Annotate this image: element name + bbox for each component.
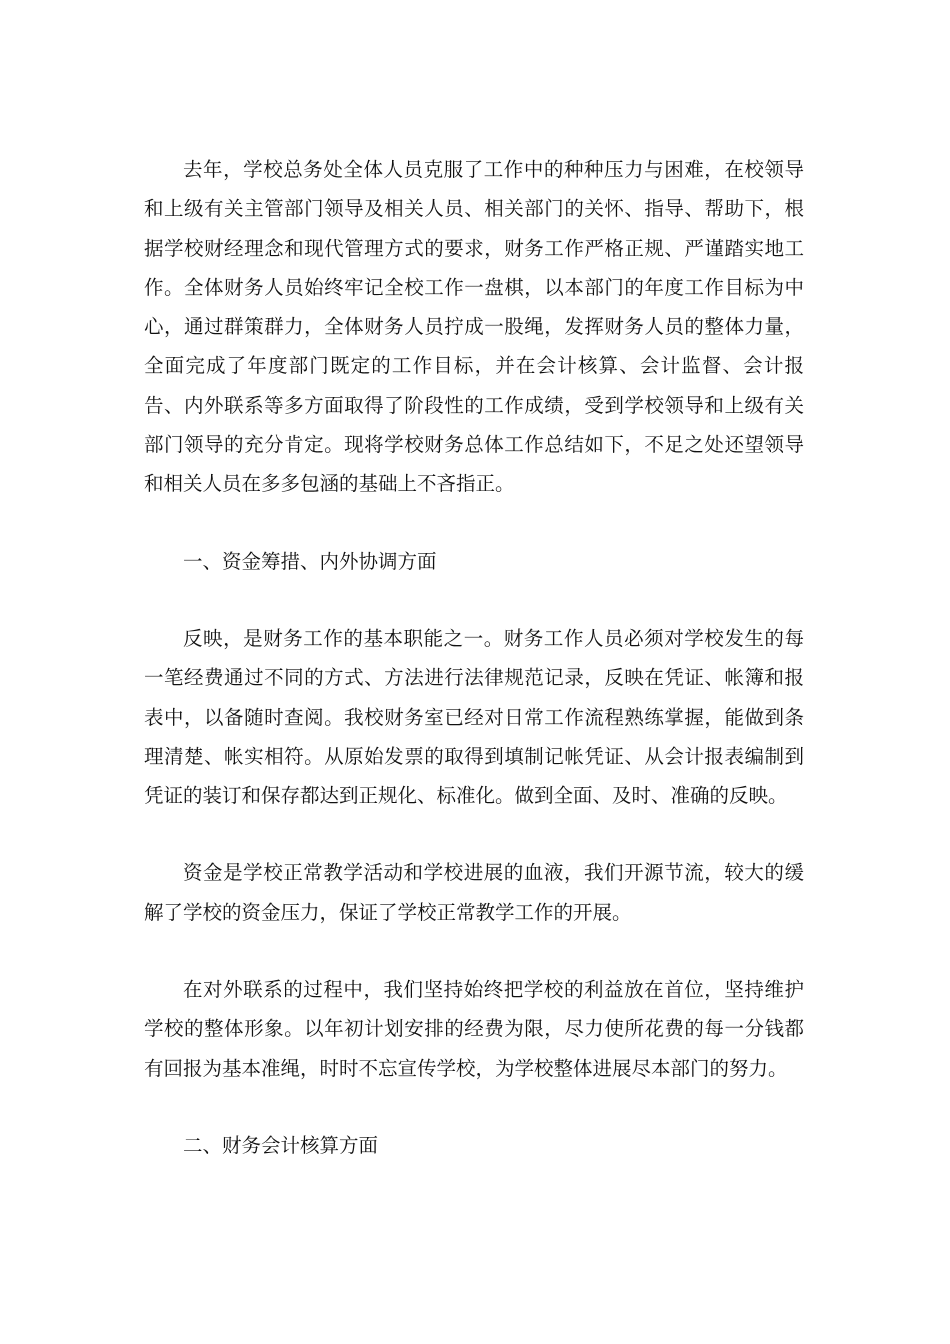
- paragraph-intro: 去年，学校总务处全体人员克服了工作中的种种压力与困难，在校领导和上级有关主管部门领导及相关人员、相关部门的关怀、指导、帮助下，根据学校财经理念和现代管理方式的要求，财务工作严格正规、严谨踏实地工作。全体财务人员始终牢记全校工作一盘棋，以本部门的年度工作目标为中心，通过群策群力，全体财务人员拧成一股绳，发挥财务人员的整体力量，全面完成了年度部门既定的工作目标，并在会计核算、会计监督、会计报告、内外联系等多方面取得了阶段性的工作成绩，受到学校领导和上级有关部门领导的充分肯定。现将学校财务总体工作总结如下，不足之处还望领导和相关人员在多多包涵的基础上不吝指正。: [144, 158, 804, 496]
- paragraph-reflection: 反映，是财务工作的基本职能之一。财务工作人员必须对学校发生的每一笔经费通过不同的方式、方法进行法律规范记录，反映在凭证、帐簿和报表中，以备随时查阅。我校财务室已经对日常工作流程熟练掌握，能做到条理清楚、帐实相符。从原始发票的取得到填制记帐凭证、从会计报表编制到凭证的装订和保存都达到正规化、标准化。做到全面、及时、准确的反映。: [144, 626, 804, 808]
- document-body: [144, 150, 804, 1203]
- section-heading-1: 一、资金筹措、内外协调方面: [183, 549, 437, 573]
- paragraph-funds: 资金是学校正常教学活动和学校进展的血液，我们开源节流，较大的缓解了学校的资金压力，保证了学校正常教学工作的开展。: [144, 861, 804, 924]
- section-heading-2: 二、财务会计核算方面: [183, 1133, 379, 1157]
- paragraph-external-relations: 在对外联系的过程中，我们坚持始终把学校的利益放在首位，坚持维护学校的整体形象。以年初计划安排的经费为限，尽力使所花费的每一分钱都有回报为基本准绳，时时不忘宣传学校，为学校整体进展尽本部门的努力。: [144, 978, 804, 1080]
